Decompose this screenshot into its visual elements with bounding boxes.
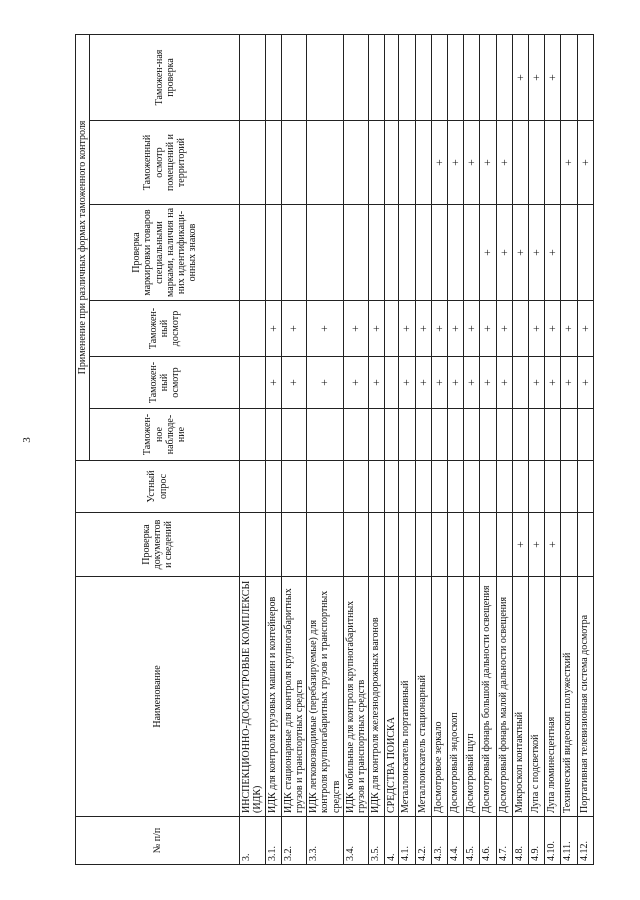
mark-cell [464, 409, 480, 461]
row-name: Досмотровый эндоскоп [448, 577, 464, 817]
mark-cell [561, 357, 577, 409]
mark-cell [240, 301, 265, 357]
plus-mark: + [545, 249, 560, 256]
mark-cell [448, 461, 464, 513]
mark-cell [415, 513, 431, 577]
mark-cell [343, 409, 368, 461]
mark-cell [431, 409, 447, 461]
row-number: 3.3. [307, 817, 344, 865]
mark-cell [464, 301, 480, 357]
row-name: Досмотровый фонарь малой дальности освещения [496, 577, 512, 817]
plus-mark: + [528, 325, 543, 332]
table-row [281, 34, 306, 864]
row-name: Металлоискатель портативный [399, 577, 415, 817]
plus-mark: + [415, 325, 430, 332]
plus-mark: + [512, 541, 527, 548]
section-row [385, 34, 399, 864]
plus-mark: + [528, 541, 543, 548]
row-number: 3. [240, 817, 265, 865]
mark-cell [545, 461, 561, 513]
mark-cell [343, 34, 368, 120]
table-row [399, 34, 415, 864]
mark-cell [265, 357, 281, 409]
table-row [561, 34, 577, 864]
row-number: 3.5. [369, 817, 385, 865]
header-num: № п/п [76, 817, 240, 865]
mark-cell [431, 205, 447, 301]
mark-cell [577, 409, 593, 461]
mark-cell [448, 513, 464, 577]
row-number: 4.12. [577, 817, 593, 865]
mark-cell [240, 513, 265, 577]
mark-cell [240, 357, 265, 409]
plus-mark: + [464, 379, 479, 386]
mark-cell [399, 409, 415, 461]
mark-cell [496, 121, 512, 205]
mark-cell [385, 34, 399, 120]
mark-cell [561, 34, 577, 120]
plus-mark: + [415, 379, 430, 386]
mark-cell [431, 513, 447, 577]
mark-cell [545, 205, 561, 301]
mark-cell [385, 513, 399, 577]
plus-mark: + [286, 379, 301, 386]
mark-cell [307, 205, 344, 301]
mark-cell [307, 121, 344, 205]
mark-cell [343, 461, 368, 513]
mark-cell [369, 121, 385, 205]
mark-cell [496, 461, 512, 513]
mark-cell [480, 205, 496, 301]
mark-cell [265, 301, 281, 357]
table-row [528, 34, 544, 864]
plus-mark: + [448, 325, 462, 332]
mark-cell [512, 121, 528, 205]
plus-mark: + [545, 541, 560, 548]
mark-cell [577, 357, 593, 409]
section-title: СРЕДСТВА ПОИСКА [385, 577, 399, 817]
row-name: ИДК для контроля железнодорожных вагонов [369, 577, 385, 817]
mark-cell [399, 301, 415, 357]
mark-cell [385, 461, 399, 513]
mark-cell [545, 409, 561, 461]
mark-cell [343, 121, 368, 205]
mark-cell [528, 121, 544, 205]
mark-cell [496, 205, 512, 301]
mark-cell [577, 513, 593, 577]
mark-cell [399, 34, 415, 120]
row-number: 3.2. [281, 817, 306, 865]
row-number: 4.1. [399, 817, 415, 865]
row-number: 4.5. [464, 817, 480, 865]
plus-mark: + [431, 379, 446, 386]
mark-cell [343, 513, 368, 577]
mark-cell [369, 301, 385, 357]
mark-cell [496, 513, 512, 577]
header-observe: Таможен-ное наблюде-ние [90, 409, 240, 461]
mark-cell [561, 205, 577, 301]
table-row [431, 34, 447, 864]
table-row [577, 34, 593, 864]
plus-mark: + [577, 159, 592, 166]
mark-cell [496, 301, 512, 357]
row-number: 4.11. [561, 817, 577, 865]
plus-mark: + [561, 325, 576, 332]
mark-cell [307, 409, 344, 461]
mark-cell [448, 205, 464, 301]
row-number: 4.10. [545, 817, 561, 865]
row-name: ИДК мобильные для контроля крупногабаритных грузов и транспортных средств [343, 577, 368, 817]
mark-cell [431, 461, 447, 513]
mark-cell [577, 205, 593, 301]
plus-mark: + [496, 159, 511, 166]
mark-cell [480, 409, 496, 461]
plus-mark: + [464, 159, 479, 166]
mark-cell [577, 121, 593, 205]
mark-cell [496, 34, 512, 120]
mark-cell [307, 34, 344, 120]
row-name: ИДК для контроля грузовых машин и контейнеров [265, 577, 281, 817]
header-group: Применение при различных формах таможенного контроля [76, 34, 90, 460]
mark-cell [240, 409, 265, 461]
mark-cell [448, 409, 464, 461]
mark-cell [415, 301, 431, 357]
plus-mark: + [464, 325, 479, 332]
mark-cell [464, 357, 480, 409]
mark-cell [528, 205, 544, 301]
mark-cell [265, 205, 281, 301]
page-number: 3 [20, 437, 33, 443]
plus-mark: + [431, 325, 446, 332]
mark-cell [528, 301, 544, 357]
mark-cell [561, 513, 577, 577]
row-name: Досмотровый щуп [464, 577, 480, 817]
mark-cell [480, 34, 496, 120]
mark-cell [265, 34, 281, 120]
table-header [76, 34, 240, 864]
mark-cell [343, 301, 368, 357]
table-row [369, 34, 385, 864]
mark-cell [561, 409, 577, 461]
mark-cell [528, 513, 544, 577]
row-number: 4.3. [431, 817, 447, 865]
mark-cell [399, 121, 415, 205]
mark-cell [561, 121, 577, 205]
mark-cell [265, 461, 281, 513]
mark-cell [480, 513, 496, 577]
plus-mark: + [561, 159, 576, 166]
plus-mark: + [496, 249, 511, 256]
mark-cell [385, 357, 399, 409]
plus-mark: + [431, 159, 446, 166]
mark-cell [240, 34, 265, 120]
mark-cell [528, 357, 544, 409]
table-row [307, 34, 344, 864]
mark-cell [512, 357, 528, 409]
mark-cell [577, 34, 593, 120]
mark-cell [512, 301, 528, 357]
row-name: Портативная телевизионная система досмотра [577, 577, 593, 817]
mark-cell [480, 461, 496, 513]
mark-cell [265, 121, 281, 205]
plus-mark: + [528, 379, 543, 386]
mark-cell [512, 461, 528, 513]
mark-cell [240, 461, 265, 513]
row-name: ИДК легковозводимые (перебазируемые) для контроля крупногабаритных грузов и транспортных средств [307, 577, 344, 817]
mark-cell [399, 205, 415, 301]
plus-mark: + [561, 379, 576, 386]
plus-mark: + [399, 325, 414, 332]
mark-cell [561, 301, 577, 357]
plus-mark: + [369, 379, 384, 386]
row-name: Лупа люминесцентная [545, 577, 561, 817]
plus-mark: + [577, 379, 592, 386]
mark-cell [528, 461, 544, 513]
mark-cell [448, 34, 464, 120]
mark-cell [545, 513, 561, 577]
mark-cell [464, 121, 480, 205]
section-row [240, 34, 265, 864]
row-name: Микроскоп контактный [512, 577, 528, 817]
mark-cell [496, 409, 512, 461]
customs-control-table [75, 34, 594, 865]
mark-cell [415, 34, 431, 120]
table-body [240, 34, 594, 864]
plus-mark: + [496, 379, 511, 386]
mark-cell [281, 461, 306, 513]
mark-cell [307, 513, 344, 577]
plus-mark: + [399, 379, 414, 386]
section-title: ИНСПЕКЦИОННО-ДОСМОТРОВЫЕ КОМПЛЕКСЫ (ИДК) [240, 577, 265, 817]
header-inspect: Таможен-ный осмотр [90, 357, 240, 409]
mark-cell [464, 205, 480, 301]
plus-mark: + [528, 249, 543, 256]
mark-cell [431, 301, 447, 357]
mark-cell [399, 513, 415, 577]
mark-cell [577, 461, 593, 513]
mark-cell [528, 409, 544, 461]
mark-cell [448, 301, 464, 357]
plus-mark: + [348, 325, 363, 332]
mark-cell [281, 513, 306, 577]
header-premises: Таможенный осмотр помещений и территорий [90, 121, 240, 205]
mark-cell [512, 513, 528, 577]
mark-cell [431, 34, 447, 120]
mark-cell [415, 461, 431, 513]
mark-cell [464, 34, 480, 120]
plus-mark: + [480, 249, 495, 256]
mark-cell [399, 357, 415, 409]
mark-cell [545, 121, 561, 205]
mark-cell [415, 121, 431, 205]
table-row [512, 34, 528, 864]
rotated-table-wrapper [75, 35, 635, 865]
row-number: 4.4. [448, 817, 464, 865]
table-row [464, 34, 480, 864]
mark-cell [369, 409, 385, 461]
mark-cell [415, 409, 431, 461]
mark-cell [265, 409, 281, 461]
header-marking: Проверка маркировки товаров специальными марками, наличия на них идентификаци-онных знаков [90, 205, 240, 301]
row-name: ИДК стационарные для контроля крупногабаритных грузов и транспортных средств [281, 577, 306, 817]
table-row [265, 34, 281, 864]
plus-mark: + [545, 325, 560, 332]
mark-cell [369, 34, 385, 120]
mark-cell [399, 461, 415, 513]
plus-mark: + [348, 379, 363, 386]
mark-cell [496, 357, 512, 409]
plus-mark: + [265, 325, 280, 332]
plus-mark: + [286, 325, 301, 332]
plus-mark: + [448, 379, 462, 386]
mark-cell [415, 357, 431, 409]
row-number: 4.6. [480, 817, 496, 865]
mark-cell [545, 301, 561, 357]
mark-cell [281, 121, 306, 205]
mark-cell [265, 513, 281, 577]
row-number: 3.1. [265, 817, 281, 865]
plus-mark: + [512, 74, 527, 81]
row-number: 3.4. [343, 817, 368, 865]
header-oral: Устный опрос [76, 461, 240, 513]
mark-cell [343, 357, 368, 409]
row-name: Досмотровое зеркало [431, 577, 447, 817]
plus-mark: + [480, 379, 495, 386]
mark-cell [577, 301, 593, 357]
table-row [545, 34, 561, 864]
mark-cell [240, 121, 265, 205]
plus-mark: + [512, 249, 527, 256]
mark-cell [307, 301, 344, 357]
plus-mark: + [480, 325, 495, 332]
mark-cell [307, 461, 344, 513]
mark-cell [369, 513, 385, 577]
mark-cell [512, 34, 528, 120]
plus-mark: + [317, 325, 332, 332]
row-number: 4.8. [512, 817, 528, 865]
mark-cell [480, 301, 496, 357]
row-name: Технический видеоскоп полужесткий [561, 577, 577, 817]
mark-cell [480, 121, 496, 205]
row-number: 4.2. [415, 817, 431, 865]
row-name: Лупа с подсветкой [528, 577, 544, 817]
plus-mark: + [528, 74, 543, 81]
row-name: Досмотровый фонарь большой дальности освещения [480, 577, 496, 817]
plus-mark: + [265, 379, 280, 386]
mark-cell [431, 121, 447, 205]
mark-cell [448, 357, 464, 409]
mark-cell [385, 205, 399, 301]
header-examine: Таможен-ный досмотр [90, 301, 240, 357]
mark-cell [281, 357, 306, 409]
table-row [415, 34, 431, 864]
mark-cell [431, 357, 447, 409]
row-number: 4.9. [528, 817, 544, 865]
table-row [496, 34, 512, 864]
plus-mark: + [369, 325, 384, 332]
plus-mark: + [480, 159, 495, 166]
mark-cell [528, 34, 544, 120]
mark-cell [369, 461, 385, 513]
mark-cell [385, 121, 399, 205]
header-check: Таможен-ная проверка [90, 34, 240, 120]
mark-cell [385, 301, 399, 357]
mark-cell [281, 409, 306, 461]
plus-mark: + [545, 74, 560, 81]
row-name: Металлоискатель стационарный [415, 577, 431, 817]
mark-cell [343, 205, 368, 301]
table-row [343, 34, 368, 864]
plus-mark: + [496, 325, 511, 332]
mark-cell [512, 205, 528, 301]
row-number: 4.7. [496, 817, 512, 865]
table-row [448, 34, 464, 864]
mark-cell [281, 205, 306, 301]
mark-cell [369, 205, 385, 301]
mark-cell [545, 357, 561, 409]
row-number: 4. [385, 817, 399, 865]
plus-mark: + [448, 159, 462, 166]
mark-cell [240, 205, 265, 301]
plus-mark: + [317, 379, 332, 386]
mark-cell [561, 461, 577, 513]
header-docs: Проверка документов и сведений [76, 513, 240, 577]
mark-cell [281, 34, 306, 120]
mark-cell [464, 513, 480, 577]
mark-cell [448, 121, 464, 205]
mark-cell [480, 357, 496, 409]
mark-cell [415, 205, 431, 301]
mark-cell [464, 461, 480, 513]
table-row [480, 34, 496, 864]
mark-cell [281, 301, 306, 357]
plus-mark: + [545, 379, 560, 386]
mark-cell [307, 357, 344, 409]
header-name: Наименование [76, 577, 240, 817]
plus-mark: + [577, 325, 592, 332]
mark-cell [369, 357, 385, 409]
mark-cell [512, 409, 528, 461]
mark-cell [385, 409, 399, 461]
mark-cell [545, 34, 561, 120]
